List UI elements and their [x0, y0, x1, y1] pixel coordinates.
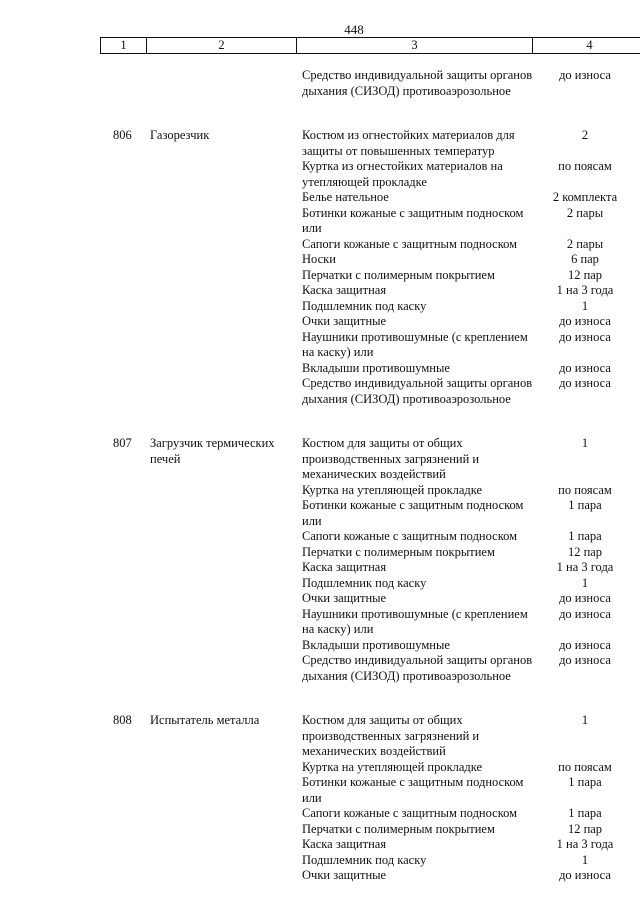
ppe-item [302, 237, 640, 253]
ppe-item-name: Перчатки с полимерным покрытием [302, 544, 495, 559]
table-body [0, 68, 640, 884]
ppe-item-name: Перчатки с полимерным покрытием [302, 267, 495, 282]
profession-name: Газорезчик [150, 128, 210, 142]
ppe-item-quantity: по поясам [558, 482, 612, 497]
ppe-item-name: Подшлемник под каску [302, 575, 427, 590]
ppe-item-quantity: 2 пары [566, 205, 604, 220]
ppe-item [302, 545, 640, 561]
ppe-item-quantity: 1 пара [568, 775, 602, 789]
ppe-item-quantity: 12 пар [567, 544, 603, 559]
ppe-item-quantity: по поясам [558, 759, 612, 774]
page-number: 448 [344, 22, 364, 37]
ppe-item-quantity: до износа [559, 653, 611, 667]
ppe-item-quantity: по поясам [558, 159, 612, 173]
ppe-item-name: Куртка на утепляющей прокладке [302, 759, 483, 774]
ppe-item-name: Перчатки с полимерным покрытием [302, 821, 495, 836]
ppe-item-quantity: 1 [581, 298, 589, 313]
ppe-item [302, 190, 640, 206]
ppe-item-quantity: 1 пара [568, 806, 602, 820]
ppe-item [302, 330, 640, 361]
ppe-item-quantity: 12 пар [567, 267, 603, 282]
table-header [100, 37, 640, 54]
ppe-item [302, 283, 640, 299]
ppe-item-quantity: 1 пара [568, 529, 602, 543]
ppe-item-name: Каска защитная [302, 837, 387, 851]
row-number: 806 [113, 128, 132, 142]
ppe-item-quantity: 1 на 3 года [556, 283, 614, 297]
ppe-item-quantity: 2 комплекта [552, 190, 618, 204]
ppe-item-quantity: 2 пары [566, 236, 604, 251]
ppe-item [302, 252, 640, 268]
ppe-item-name: Вкладыши противошумные [302, 637, 450, 652]
ppe-item-quantity: 1 пара [568, 498, 602, 512]
profession-row [0, 713, 640, 884]
profession-row [0, 128, 640, 407]
ppe-item [302, 68, 640, 99]
ppe-list [302, 713, 640, 884]
ppe-item [302, 653, 640, 684]
ppe-item-name: Костюм для защиты от общих производственных загрязнений и механических воздействий [302, 436, 480, 481]
ppe-item [302, 806, 640, 822]
ppe-item [302, 760, 640, 776]
ppe-item [302, 591, 640, 607]
ppe-item-quantity: 2 [581, 128, 589, 142]
ppe-item [302, 128, 640, 159]
ppe-item [302, 868, 640, 884]
ppe-item [302, 361, 640, 377]
profession-row [0, 436, 640, 684]
ppe-item [302, 822, 640, 838]
ppe-item-quantity: до износа [559, 329, 611, 344]
ppe-item-quantity: до износа [559, 360, 611, 375]
ppe-item [302, 159, 640, 190]
ppe-item-quantity: 12 пар [567, 821, 603, 836]
ppe-item [302, 483, 640, 499]
ppe-list [302, 436, 640, 684]
ppe-item [302, 837, 640, 853]
ppe-item [302, 638, 640, 654]
ppe-item-name: Средство индивидуальной защиты органов дыхания (СИЗОД) противоаэрозольное [302, 68, 533, 98]
ppe-item-name: Костюм для защиты от общих производственных загрязнений и механических воздействий [302, 713, 480, 758]
ppe-item-name: Наушники противошумные (с креплением на каску) или [302, 329, 528, 359]
ppe-item-quantity: до износа [559, 606, 611, 621]
ppe-item [302, 713, 640, 760]
group-spacer [0, 684, 640, 713]
group-spacer [0, 99, 640, 128]
ppe-item-name: Очки защитные [302, 868, 387, 882]
ppe-item [302, 206, 640, 237]
ppe-item-name: Куртка на утепляющей прокладке [302, 482, 483, 497]
ppe-item-quantity: 1 на 3 года [556, 560, 614, 574]
ppe-item-name: Очки защитные [302, 314, 387, 328]
profession-row [0, 68, 640, 99]
ppe-item-quantity: 1 [581, 713, 589, 727]
ppe-item-name: Сапоги кожаные с защитным подноском [302, 806, 518, 820]
ppe-item-name: Костюм из огнестойких материалов для защиты от повышенных температур [302, 128, 515, 158]
ppe-item [302, 576, 640, 592]
ppe-item-name: Носки [302, 252, 336, 266]
ppe-item [302, 853, 640, 869]
ppe-item-name: Ботинки кожаные с защитным подноском или [302, 498, 524, 528]
ppe-item-quantity: до износа [559, 314, 611, 328]
header-col-4: 4 [586, 38, 593, 52]
ppe-item-quantity: до износа [559, 591, 611, 605]
ppe-item-name: Каска защитная [302, 560, 387, 574]
ppe-item-quantity: 1 [581, 436, 589, 450]
ppe-item-name: Подшлемник под каску [302, 298, 427, 313]
ppe-item-quantity: до износа [559, 376, 611, 390]
ppe-item-name: Белье нательное [302, 190, 389, 204]
profession-name: Загрузчик термических печей [150, 436, 275, 466]
ppe-item [302, 529, 640, 545]
header-col-3: 3 [297, 38, 533, 53]
ppe-list [302, 128, 640, 407]
ppe-item-name: Средство индивидуальной защиты органов дыхания (СИЗОД) противоаэрозольное [302, 653, 533, 683]
row-number: 808 [113, 713, 132, 727]
group-spacer [0, 407, 640, 436]
ppe-item [302, 498, 640, 529]
ppe-item-quantity: 6 пар [571, 252, 599, 266]
ppe-item-name: Сапоги кожаные с защитным подноском [302, 236, 518, 251]
ppe-item-name: Ботинки кожаные с защитным подноском или [302, 205, 524, 235]
ppe-item-name: Каска защитная [302, 283, 387, 297]
ppe-item-quantity: 1 на 3 года [556, 837, 614, 851]
ppe-item-quantity: до износа [559, 868, 611, 882]
ppe-item-name: Наушники противошумные (с креплением на каску) или [302, 606, 528, 636]
ppe-item [302, 775, 640, 806]
ppe-item [302, 436, 640, 483]
ppe-item-name: Сапоги кожаные с защитным подноском [302, 529, 518, 543]
ppe-item [302, 376, 640, 407]
row-number: 807 [113, 436, 132, 450]
ppe-item [302, 560, 640, 576]
ppe-item-quantity: 1 [581, 852, 589, 867]
ppe-item [302, 299, 640, 315]
ppe-item-name: Подшлемник под каску [302, 852, 427, 867]
ppe-item [302, 607, 640, 638]
ppe-item-quantity: 1 [581, 575, 589, 590]
ppe-item-quantity: до износа [559, 68, 611, 82]
header-col-2: 2 [147, 38, 297, 53]
ppe-item [302, 314, 640, 330]
header-col-1: 1 [101, 38, 147, 53]
ppe-item-name: Средство индивидуальной защиты органов дыхания (СИЗОД) противоаэрозольное [302, 376, 533, 406]
ppe-item-name: Куртка из огнестойких материалов на утепляющей прокладке [302, 159, 503, 189]
profession-name: Испытатель металла [150, 713, 260, 727]
ppe-item-name: Очки защитные [302, 591, 387, 605]
ppe-item-quantity: до износа [559, 637, 611, 652]
ppe-item-name: Вкладыши противошумные [302, 360, 450, 375]
ppe-item-name: Ботинки кожаные с защитным подноском или [302, 775, 524, 805]
ppe-item [302, 268, 640, 284]
ppe-list [302, 68, 640, 99]
